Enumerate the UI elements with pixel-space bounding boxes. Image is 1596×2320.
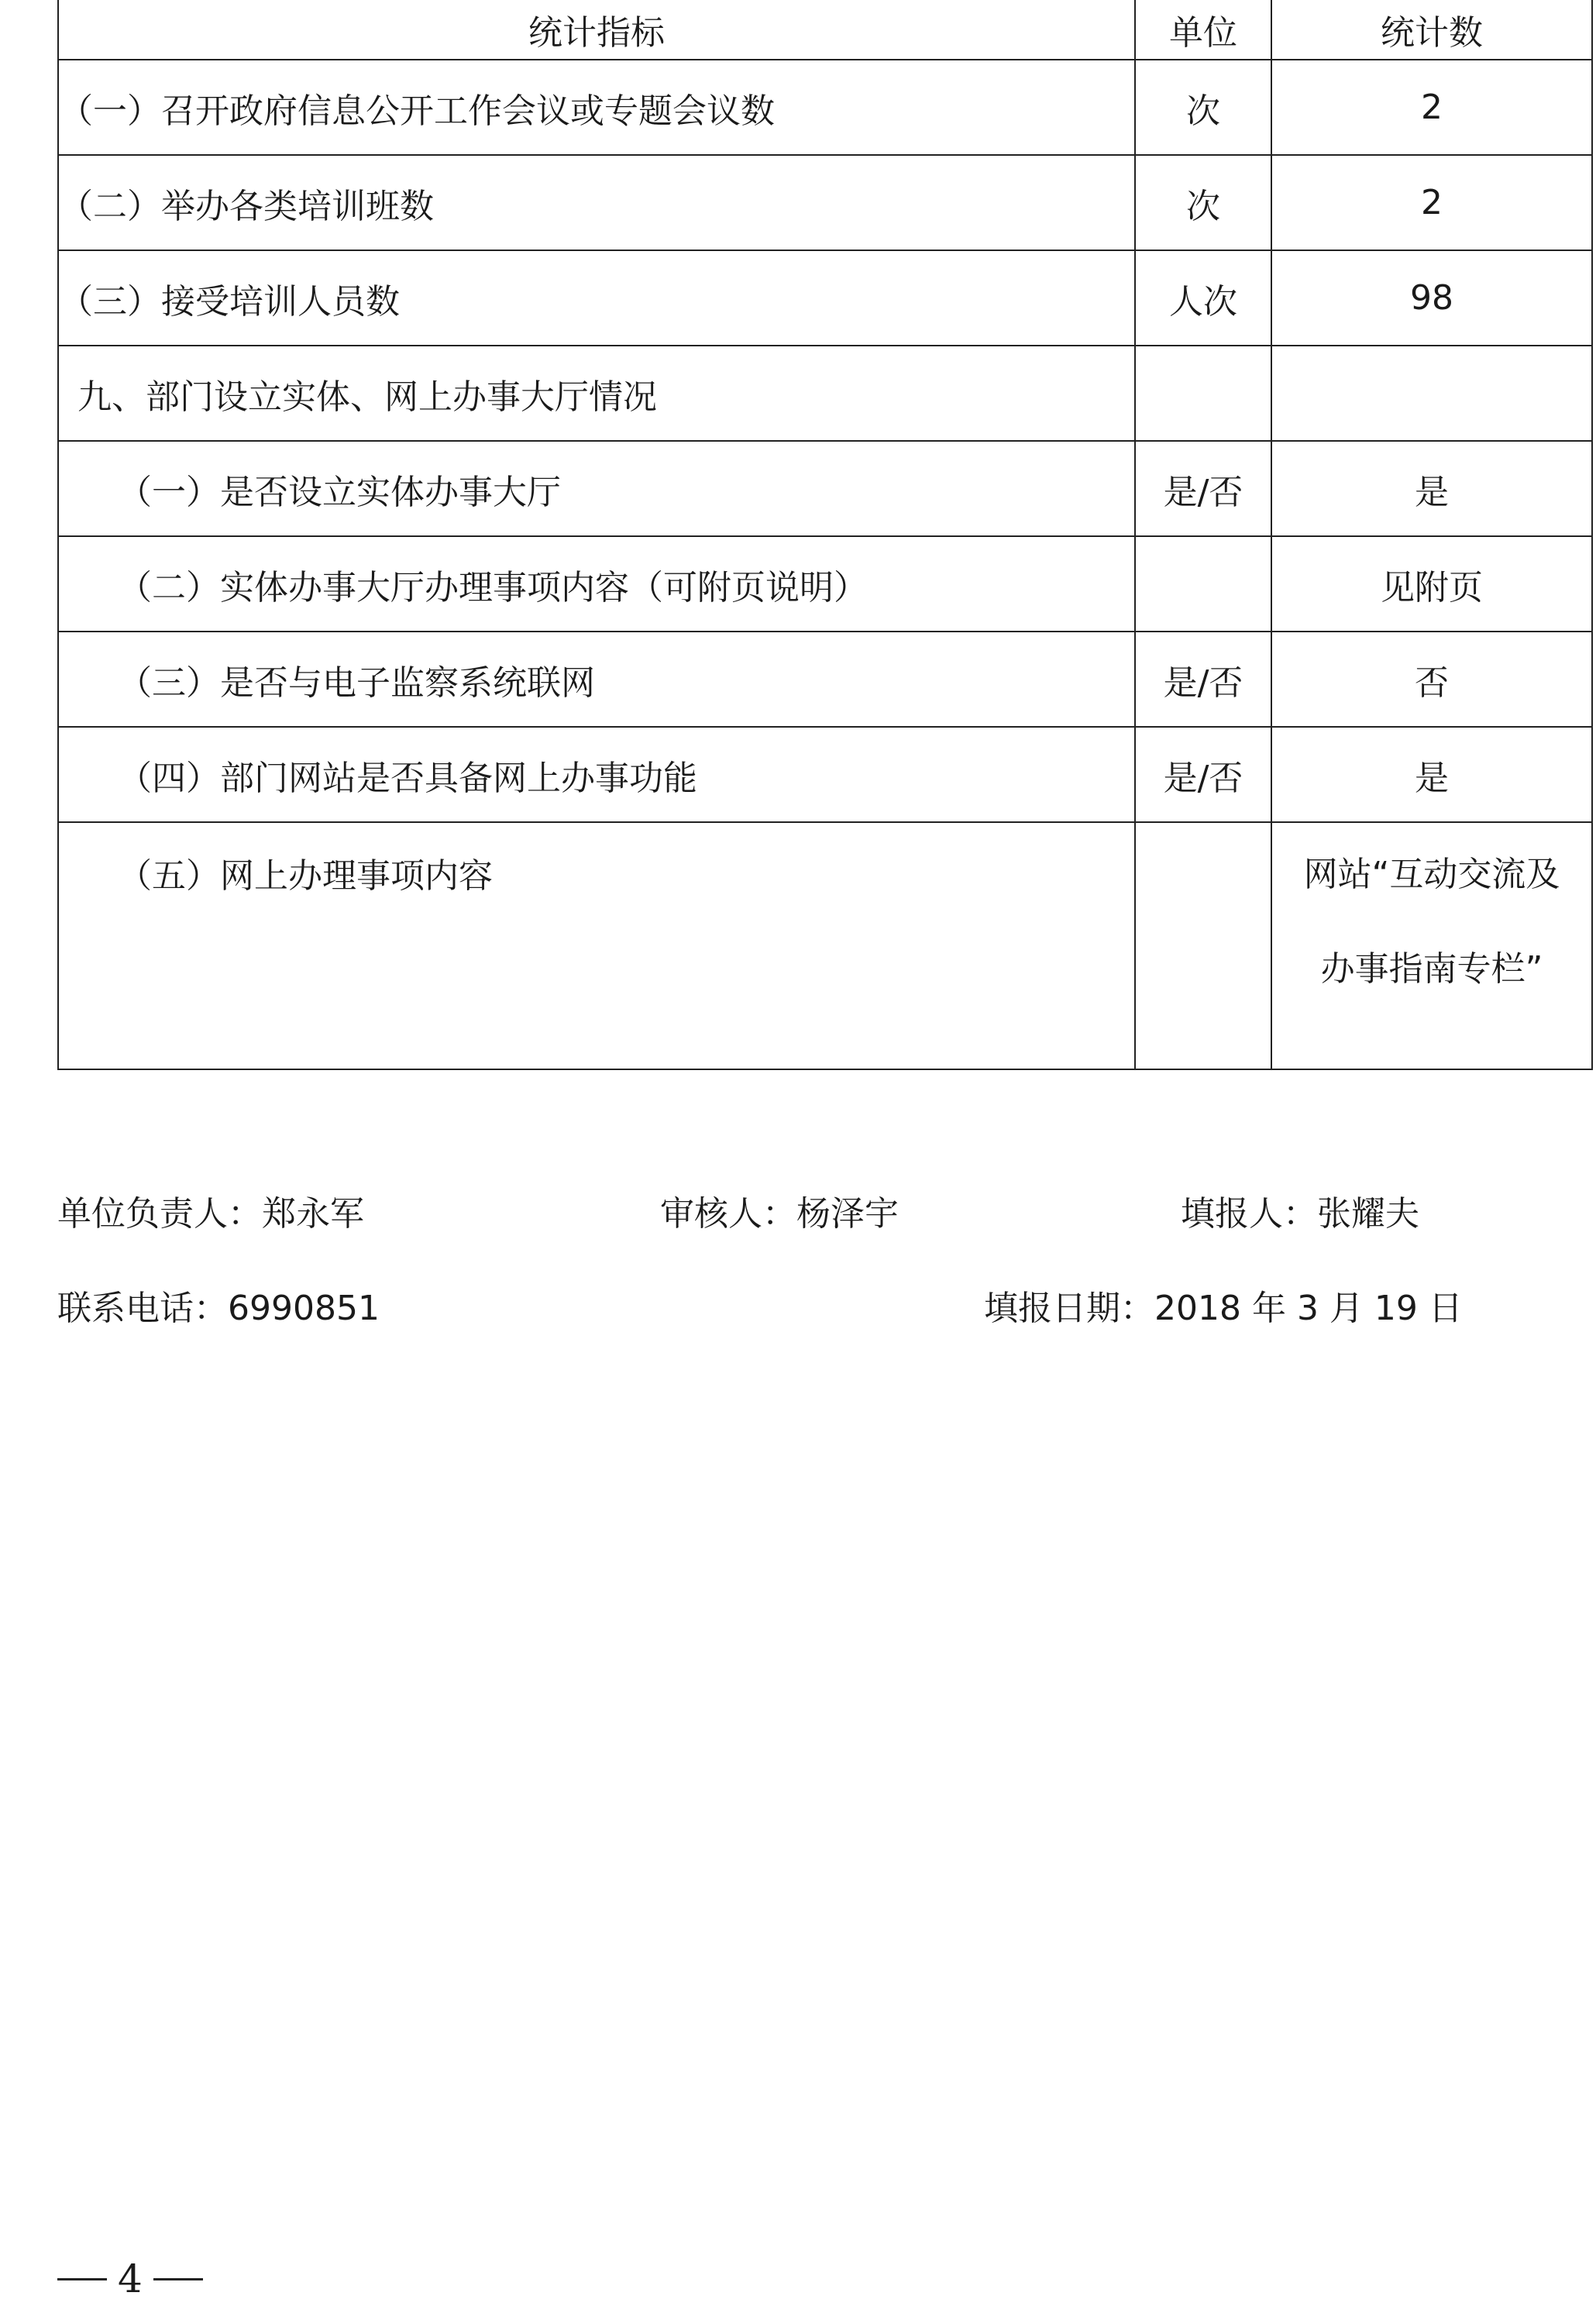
table-row xyxy=(58,250,1592,346)
header-count: 统计数 xyxy=(1271,0,1592,60)
table-header-row xyxy=(58,0,1592,60)
contact-phone: 联系电话：6990851 xyxy=(57,1289,380,1328)
table-row xyxy=(58,822,1592,1069)
reviewer: 审核人：杨泽宇 xyxy=(660,1194,899,1234)
table-row xyxy=(58,536,1592,632)
row-count xyxy=(1271,346,1592,441)
row-count: 是 xyxy=(1271,727,1592,822)
row-indicator: （一）召开政府信息公开工作会议或专题会议数 xyxy=(58,60,1135,155)
row-count: 2 xyxy=(1271,155,1592,250)
row-unit xyxy=(1135,346,1271,441)
row-indicator: （二）实体办事大厅办理事项内容（可附页说明） xyxy=(58,536,1135,632)
filler: 填报人：张耀夫 xyxy=(1181,1194,1419,1234)
statistics-table xyxy=(57,0,1593,1070)
table-row xyxy=(58,155,1592,250)
header-unit: 单位 xyxy=(1135,0,1271,60)
row-indicator: （四）部门网站是否具备网上办事功能 xyxy=(58,727,1135,822)
table-row xyxy=(58,632,1592,727)
row-count: 98 xyxy=(1271,250,1592,346)
row-unit xyxy=(1135,822,1271,1069)
row-count: 是 xyxy=(1271,441,1592,536)
row-count xyxy=(1271,822,1592,1069)
row-count-line2: 办事指南专栏” xyxy=(1320,949,1543,989)
header-indicator: 统计指标 xyxy=(58,0,1135,60)
row-unit: 次 xyxy=(1135,60,1271,155)
row-count: 见附页 xyxy=(1271,536,1592,632)
row-indicator: （一）是否设立实体办事大厅 xyxy=(58,441,1135,536)
page-number-text: 4 xyxy=(118,2256,143,2301)
row-unit xyxy=(1135,536,1271,632)
row-count-line1: 网站“互动交流及 xyxy=(1303,855,1560,894)
row-unit: 是/否 xyxy=(1135,441,1271,536)
fill-date: 填报日期：2018 年 3 月 19 日 xyxy=(984,1289,1463,1328)
row-indicator: （三）是否与电子监察系统联网 xyxy=(58,632,1135,727)
row-indicator: （二）举办各类培训班数 xyxy=(58,155,1135,250)
row-count: 否 xyxy=(1271,632,1592,727)
table-row xyxy=(58,727,1592,822)
section-heading: 九、部门设立实体、网上办事大厅情况 xyxy=(58,346,1135,441)
row-indicator xyxy=(58,822,1135,1069)
table-section-row xyxy=(58,346,1592,441)
dash-left xyxy=(57,2278,107,2280)
dash-right xyxy=(153,2278,203,2280)
table-row xyxy=(58,441,1592,536)
row-unit: 是/否 xyxy=(1135,727,1271,822)
row-unit: 次 xyxy=(1135,155,1271,250)
row-count: 2 xyxy=(1271,60,1592,155)
row-unit: 人次 xyxy=(1135,250,1271,346)
row-indicator-text: （五）网上办理事项内容 xyxy=(118,856,493,896)
page-number xyxy=(57,2256,203,2301)
table-row xyxy=(58,60,1592,155)
row-unit: 是/否 xyxy=(1135,632,1271,727)
responsible-person: 单位负责人：郑永军 xyxy=(57,1194,364,1234)
row-indicator: （三）接受培训人员数 xyxy=(58,250,1135,346)
